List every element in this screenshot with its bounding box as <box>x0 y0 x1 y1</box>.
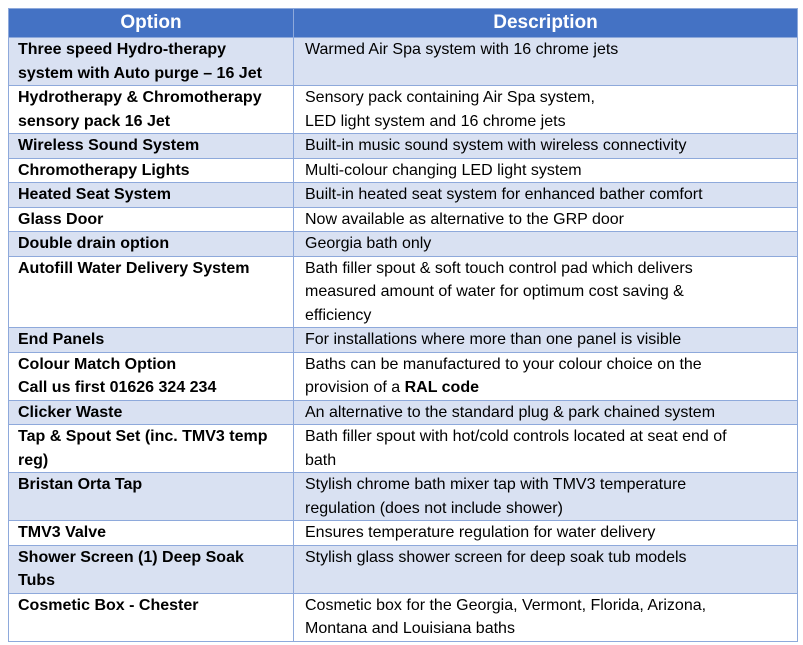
description-text <box>305 594 789 618</box>
description-text <box>305 401 789 425</box>
description-text <box>305 183 789 207</box>
description-text <box>305 232 789 256</box>
description-text <box>305 328 789 352</box>
description-cell <box>294 400 798 425</box>
option-text: Chromotherapy Lights <box>18 161 190 179</box>
description-cell <box>294 158 798 183</box>
option-cell <box>9 593 294 641</box>
option-cell <box>9 38 294 86</box>
description-line: Baths can be manufactured to your colour choice on the <box>305 355 702 373</box>
description-cell <box>294 207 798 232</box>
description-text <box>305 208 789 232</box>
option-cell <box>9 473 294 521</box>
description-line: Sensory pack containing Air Spa system, <box>305 89 595 106</box>
option-text: Three speed Hydro-therapy <box>18 41 227 58</box>
option-text: Heated Seat System <box>18 186 171 203</box>
description-cell <box>294 134 798 159</box>
option-text <box>18 617 285 641</box>
description-line: For installations where more than one panel is visible <box>305 331 682 348</box>
description-cell <box>294 425 798 473</box>
description-text <box>305 38 789 62</box>
table-row <box>9 545 798 593</box>
description-text <box>305 569 789 593</box>
description-text <box>305 280 789 304</box>
description-cell <box>294 183 798 208</box>
description-cell <box>294 352 798 400</box>
option-text: Wireless Sound System <box>18 137 200 154</box>
option-cell <box>9 207 294 232</box>
description-text <box>305 257 789 281</box>
description-line: Multi-colour changing LED light system <box>305 161 582 179</box>
description-cell <box>294 545 798 593</box>
table-row <box>9 593 798 641</box>
option-text: system with Auto purge – 16 Jet <box>18 64 262 82</box>
description-line: Built-in heated seat system for enhanced bather comfort <box>305 186 703 203</box>
description-line: Ensures temperature regulation for water delivery <box>305 524 656 541</box>
description-line: regulation (does not include shower) <box>305 499 563 517</box>
option-text: reg) <box>18 451 49 469</box>
option-text: sensory pack 16 Jet <box>18 112 171 130</box>
description-line: bath <box>305 451 337 469</box>
option-text: Colour Match Option <box>18 355 177 373</box>
table-row <box>9 521 798 546</box>
option-text: Double drain option <box>18 235 170 252</box>
description-text <box>305 134 789 158</box>
options-table <box>8 8 798 642</box>
description-line: Stylish glass shower screen for deep soak tub models <box>305 548 687 566</box>
description-line <box>305 65 309 82</box>
ral-code-text: RAL code <box>404 379 479 396</box>
option-cell <box>9 425 294 473</box>
option-cell <box>9 521 294 546</box>
table-row <box>9 352 798 400</box>
option-text: Hydrotherapy & Chromotherapy <box>18 89 262 106</box>
description-line: efficiency <box>305 306 372 324</box>
option-cell <box>9 400 294 425</box>
description-text <box>305 86 789 110</box>
description-line: Montana and Louisiana baths <box>305 620 515 637</box>
description-text <box>305 473 789 497</box>
option-cell <box>9 134 294 159</box>
description-cell <box>294 521 798 546</box>
description-line: Bath filler spout with hot/cold controls located at seat end of <box>305 428 727 445</box>
table-row <box>9 183 798 208</box>
option-text: Tap & Spout Set (inc. TMV3 temp <box>18 428 268 445</box>
option-text: Autofill Water Delivery System <box>18 259 250 277</box>
option-cell <box>9 158 294 183</box>
description-line: Cosmetic box for the Georgia, Vermont, Florida, Arizona, <box>305 596 707 614</box>
option-text <box>18 280 285 304</box>
table-row <box>9 207 798 232</box>
description-text <box>305 497 789 521</box>
option-text: TMV3 Valve <box>18 524 107 541</box>
table-row <box>9 86 798 134</box>
option-cell <box>9 256 294 328</box>
option-text <box>18 304 285 328</box>
description-line: Warmed Air Spa system with 16 chrome jets <box>305 41 619 58</box>
option-text: Tubs <box>18 572 56 589</box>
description-text <box>305 62 789 86</box>
table-row <box>9 134 798 159</box>
description-text <box>305 546 789 570</box>
description-text <box>305 110 789 134</box>
description-line: Stylish chrome bath mixer tap with TMV3 temperature <box>305 476 687 493</box>
option-cell <box>9 232 294 257</box>
table-body <box>9 38 798 642</box>
description-header: Description <box>294 9 798 38</box>
table-row <box>9 425 798 473</box>
option-cell <box>9 352 294 400</box>
option-text: Clicker Waste <box>18 403 123 421</box>
option-cell <box>9 328 294 353</box>
option-text <box>18 497 285 521</box>
option-cell <box>9 183 294 208</box>
description-cell <box>294 86 798 134</box>
description-cell <box>294 593 798 641</box>
header-row <box>9 9 798 38</box>
description-text <box>305 521 789 545</box>
description-text <box>305 449 789 473</box>
option-text: Bristan Orta Tap <box>18 476 143 493</box>
description-cell <box>294 232 798 257</box>
description-line: Georgia bath only <box>305 235 432 252</box>
description-line: provision of a <box>305 379 405 396</box>
option-text: End Panels <box>18 331 105 348</box>
table-row <box>9 38 798 86</box>
description-cell <box>294 38 798 86</box>
description-text <box>305 425 789 449</box>
description-line: An alternative to the standard plug & park chained system <box>305 403 716 421</box>
option-cell <box>9 545 294 593</box>
description-line: measured amount of water for optimum cost saving & <box>305 283 684 300</box>
option-text: Shower Screen (1) Deep Soak <box>18 548 244 566</box>
description-text <box>305 376 789 400</box>
option-header: Option <box>9 9 294 38</box>
option-text: Glass Door <box>18 210 104 228</box>
table-row <box>9 232 798 257</box>
option-cell <box>9 86 294 134</box>
option-text: Call us first 01626 324 234 <box>18 379 217 396</box>
description-cell <box>294 256 798 328</box>
table-row <box>9 158 798 183</box>
description-text <box>305 617 789 641</box>
description-line: Now available as alternative to the GRP door <box>305 210 624 228</box>
table-row <box>9 473 798 521</box>
description-line <box>305 572 309 589</box>
description-line: Built-in music sound system with wireless connectivity <box>305 137 687 154</box>
description-line: LED light system and 16 chrome jets <box>305 112 566 130</box>
table-row <box>9 328 798 353</box>
table-row <box>9 256 798 328</box>
description-text <box>305 353 789 377</box>
description-text <box>305 304 789 328</box>
table-row <box>9 400 798 425</box>
description-cell <box>294 328 798 353</box>
description-line: Bath filler spout & soft touch control pad which delivers <box>305 259 693 277</box>
description-text <box>305 159 789 183</box>
description-cell <box>294 473 798 521</box>
option-text: Cosmetic Box - Chester <box>18 596 199 614</box>
